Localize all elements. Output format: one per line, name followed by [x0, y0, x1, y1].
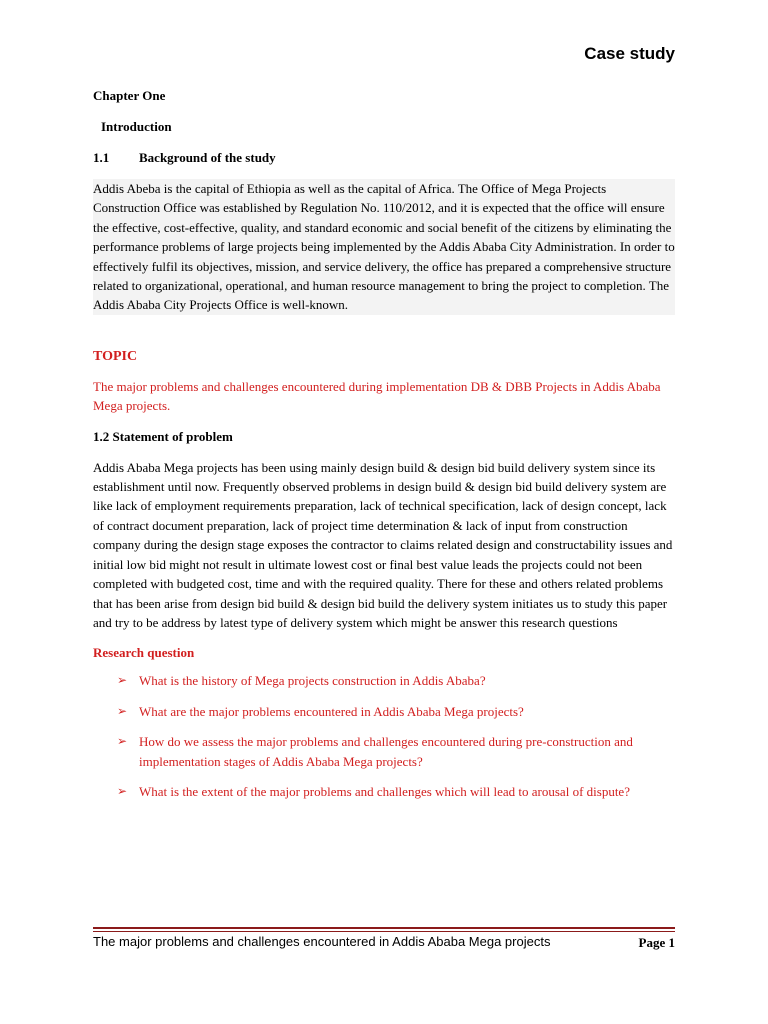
arrow-bullet-icon: ➢ — [117, 703, 128, 718]
arrow-bullet-icon: ➢ — [117, 734, 128, 749]
research-question-list — [93, 671, 675, 801]
footer-divider-thin — [93, 931, 675, 932]
section-title: Background of the study — [139, 150, 276, 165]
section-heading-background — [93, 148, 675, 168]
topic-heading: TOPIC — [93, 348, 138, 364]
page-number: Page 1 — [638, 935, 675, 950]
list-item — [93, 732, 675, 771]
page-content — [93, 86, 675, 812]
section-heading-statement: 1.2 Statement of problem — [93, 428, 233, 444]
arrow-bullet-icon: ➢ — [117, 783, 128, 798]
research-question: How do we assess the major problems and challenges encountered during pre-construction and implementation stages of Addis Ababa Mega projects? — [139, 734, 633, 769]
background-paragraph: Addis Abeba is the capital of Ethiopia as well as the capital of Africa. The Office of Mega Projects Construction Office was established by Regulation No. 110/2012, and it is expected that the office will ensure the effective, cost-effective, quality, and standard economic and social benefit of the citizens by eliminating the performance problems of large projects being implemented by the Addis Ababa City Administration. In order to effectively fulfil its objectives, mission, and service delivery, the office has prepared a comprehensive structure related to organizational, operational, and human resource management to bring the project to completion. The Addis Ababa City Projects Office is well-known. — [93, 179, 675, 315]
header-title: Case study — [584, 44, 675, 63]
list-item — [93, 782, 675, 801]
list-item — [93, 702, 675, 721]
footer-text: The major problems and challenges encountered in Addis Ababa Mega projects — [93, 934, 551, 949]
chapter-title: Chapter One — [93, 88, 166, 103]
research-question: What are the major problems encountered in Addis Ababa Mega projects? — [139, 703, 524, 719]
topic-text: The major problems and challenges encountered during implementation DB & DBB Projects in Addis Ababa Mega projects. — [93, 378, 661, 414]
list-item — [93, 671, 675, 690]
footer-divider — [93, 927, 675, 929]
research-question-heading: Research question — [93, 645, 195, 661]
research-question: What is the extent of the major problems and challenges which will lead to arousal of dispute? — [139, 783, 630, 799]
statement-paragraph: Addis Ababa Mega projects has been using mainly design build & design bid build delivery system since its establishment until now. Frequently observed problems in design build & design bid build delivery system are like lack of employment requirements preparation, lack of technical specification, lack of design concept, lack of contract document preparation, lack of project time determination & lack of input from construction company during the design stage exposes the contractor to claims related design and constructability issues and initial low bid might not result in ultimate lowest cost or final best value leads the projects could not been completed with budgeted cost, time and with the required quality. There for these and others related problems that has been arise from design bid build & design bid build the delivery system initiates us to study this paper and try to be address by latest type of delivery system which might be answer this research questions — [93, 459, 673, 630]
research-question: What is the history of Mega projects construction in Addis Ababa? — [139, 673, 486, 689]
chapter-subtitle: Introduction — [101, 119, 172, 134]
arrow-bullet-icon: ➢ — [117, 673, 128, 688]
section-number: 1.1 — [93, 150, 110, 165]
